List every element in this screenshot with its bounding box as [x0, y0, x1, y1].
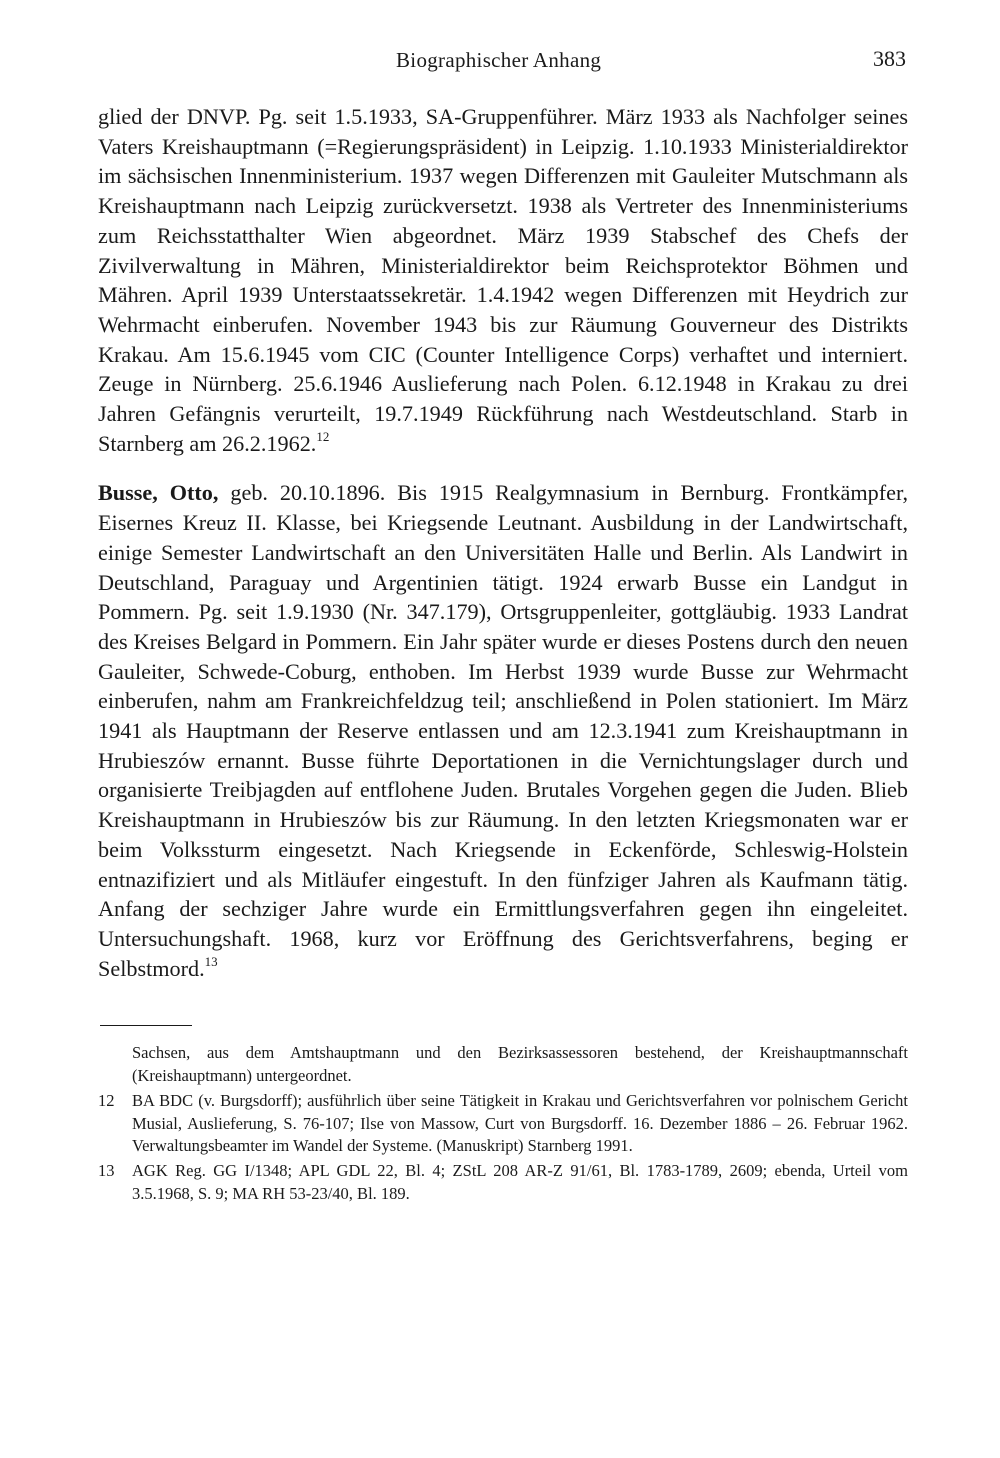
running-title: Biographischer Anhang: [396, 48, 602, 72]
biography-paragraph-busse: [98, 478, 908, 983]
book-page: [98, 40, 908, 1205]
footnote-text: AGK Reg. GG I/1348; APL GDL 22, Bl. 4; ZStL 208 AR-Z 91/61, Bl. 1783-1789, 2609; ebenda, Urteil vom 3.5.1968, S. 9; MA RH 53-23/40, Bl. 189.: [132, 1160, 908, 1203]
footnote-reference-12: 12: [316, 428, 330, 444]
body-text: [98, 102, 908, 983]
footnotes: [98, 1042, 908, 1205]
biography-paragraph-continued: [98, 102, 908, 458]
paragraph-text: geb. 20.10.1896. Bis 1915 Realgymnasium in Bernburg. Frontkämpfer, Eisernes Kreuz II. Klasse, bei Kriegsende Leutnant. Ausbildung in der Landwirtschaft, einige Semester Landwirtschaft an den Universitäten Halle und Berlin. Als Landwirt in Deutschland, Paraguay und Argentinien tätigt. 1924 erwarb Busse ein Landgut in Pommern. Pg. seit 1.9.1930 (Nr. 347.179), Ortsgruppenleiter, gottgläubig. 1933 Landrat des Kreises Belgard in Pommern. Ein Jahr später wurde er dieses Postens durch den neuen Gauleiter, Schwede-Coburg, enthoben. Im Herbst 1939 wurde Busse zur Wehrmacht einberufen, nahm am Frankreichfeldzug teil; anschließend in Polen stationiert. Im März 1941 als Hauptmann der Reserve entlassen und am 12.3.1941 zum Kreishauptmann in Hrubieszów ernannt. Busse führte Deportationen in die Vernichtungslager durch und organisierte Treibjagden auf entflohene Juden. Brutales Vorgehen gegen die Juden. Blieb Kreishauptmann in Hrubieszów bis zur Räumung. In den letzten Kriegsmonaten war er beim Volkssturm eingesetzt. Nach Kriegsende in Eckenförde, Schleswig-Holstein entnazifiziert und als Mitläufer eingestuft. In den fünfziger Jahren als Kaufmann tätig. Anfang der sechziger Jahre wurde ein Ermittlungsverfahren gegen ihn eingeleitet. Untersuchungshaft. 1968, kurz vor Eröffnung des Gerichtsverfahrens, beging er Selbstmord.: [98, 480, 908, 981]
footnote-reference-13: 13: [204, 953, 218, 969]
footnote-13: [98, 1160, 908, 1205]
footnote-separator: [100, 1025, 192, 1026]
footnote-continued: [98, 1042, 908, 1087]
footnote-12: [98, 1090, 908, 1158]
paragraph-text: glied der DNVP. Pg. seit 1.5.1933, SA-Gruppenführer. März 1933 als Nachfolger seines Vaters Kreishauptmann (=Regierungspräsident) in Leipzig. 1.10.1933 Ministerialdirektor im sächsischen Innenministerium. 1937 wegen Differenzen mit Gauleiter Mutschmann als Kreishauptmann nach Leipzig zurückversetzt. 1938 als Vertreter des Innenministeriums zum Reichsstatthalter Wien abgeordnet. März 1939 Stabschef des Chefs der Zivilverwaltung in Mähren, Ministerialdirektor beim Reichsprotektor Böhmen und Mähren. April 1939 Unterstaatssekretär. 1.4.1942 wegen Differenzen mit Heydrich zur Wehrmacht einberufen. November 1943 bis zur Räumung Gouverneur des Distrikts Krakau. Am 15.6.1945 vom CIC (Counter Intelligence Corps) verhaftet und interniert. Zeuge in Nürnberg. 25.6.1946 Auslieferung nach Polen. 6.12.1948 in Krakau zu drei Jahren Gefängnis verurteilt, 19.7.1949 Rückführung nach Westdeutschland. Starb in Starnberg am 26.2.1962.: [98, 104, 908, 456]
footnote-text: BA BDC (v. Burgsdorff); ausführlich über seine Tätigkeit in Krakau und Gerichtsverfahren vor polnischem Gericht Musial, Auslieferung, S. 76-107; Ilse von Massow, Curt von Burgsdorff. 16. Dezember 1886 – 26. Februar 1962. Verwaltungsbeamter im Wandel der Systeme. (Manuskript) Starnberg 1991.: [132, 1090, 908, 1156]
footnote-number: 12: [98, 1090, 115, 1110]
footnote-text: Sachsen, aus dem Amtshauptmann und den Bezirksassessoren bestehend, der Kreishauptmannschaft (Kreishauptmann) untergeordnet.: [132, 1043, 908, 1086]
footnote-number: 13: [98, 1160, 115, 1180]
page-number: 383: [873, 46, 906, 71]
running-head: [98, 40, 908, 80]
biography-name: Busse, Otto,: [98, 480, 219, 506]
